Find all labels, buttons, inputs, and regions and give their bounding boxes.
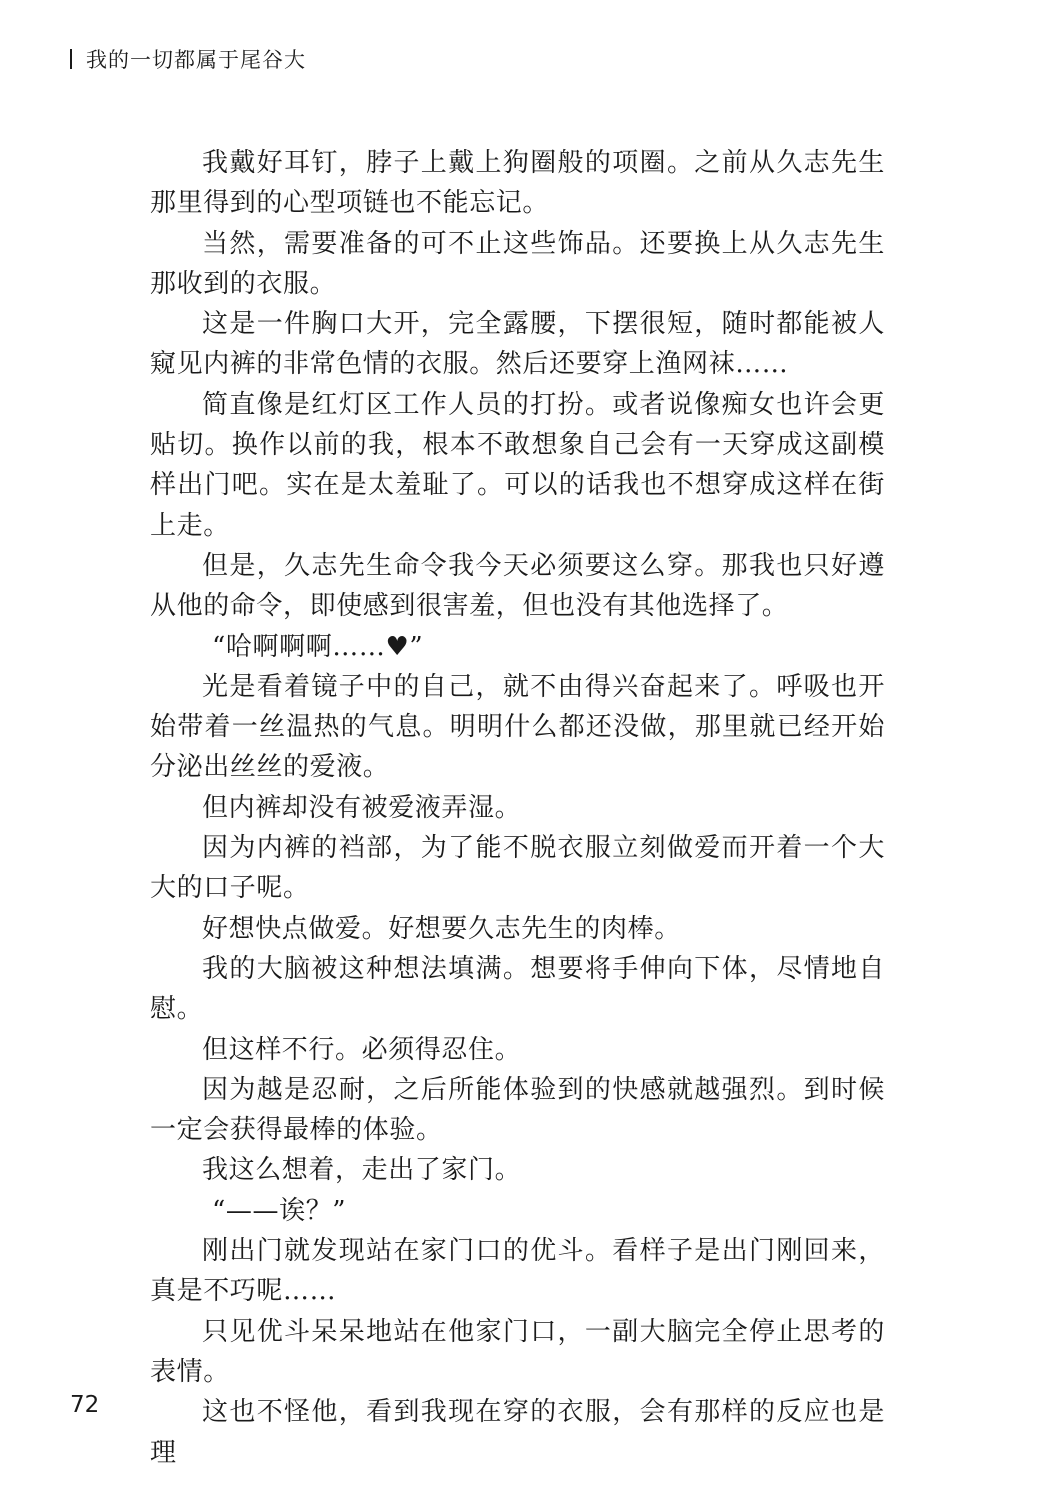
paragraph: 因为越是忍耐，之后所能体验到的快感就越强烈。到时候一定会获得最棒的体验。	[150, 1074, 885, 1146]
paragraph: 这是一件胸口大开，完全露腰，下摆很短，随时都能被人窥见内裤的非常色情的衣服。然后还要穿上渔网袜……	[150, 309, 885, 380]
paragraph: 当然，需要准备的可不止这些饰品。还要换上从久志先生那收到的衣服。	[150, 228, 885, 299]
paragraph: 因为内裤的裆部，为了能不脱衣服立刻做爱而开着一个大大的口子呢。	[150, 833, 885, 904]
dialogue-line: “——诶？”	[212, 1195, 347, 1226]
book-title: 我的一切都属于尾谷大	[86, 48, 306, 72]
paragraph: 只见优斗呆呆地站在他家门口，一副大脑完全停止思考的表情。	[150, 1316, 885, 1387]
paragraph: 但内裤却没有被爱液弄湿。	[202, 792, 522, 823]
page-number: 72	[70, 1392, 100, 1418]
paragraph: 但这样不行。必须得忍住。	[202, 1034, 522, 1065]
header-divider	[70, 49, 72, 69]
running-header	[70, 44, 306, 74]
paragraph: 好想快点做爱。好想要久志先生的肉棒。	[202, 913, 681, 944]
paragraph: 我这么想着，走出了家门。	[202, 1155, 522, 1186]
paragraph: 刚出门就发现站在家门口的优斗。看样子是出门刚回来，真是不巧呢……	[150, 1236, 885, 1307]
paragraph: 但是，久志先生命令我今天必须要这么穿。那我也只好遵从他的命令，即使感到很害羞，但也没有其他选择了。	[150, 550, 885, 622]
paragraph: 光是看着镜子中的自己，就不由得兴奋起来了。呼吸也开始带着一丝温热的气息。明明什么都还没做，那里就已经开始分泌出丝丝的爱液。	[150, 671, 885, 783]
paragraph: 我的大脑被这种想法填满。想要将手伸向下体，尽情地自慰。	[150, 953, 885, 1025]
paragraph: 这也不怪他，看到我现在穿的衣服，会有那样的反应也是理	[150, 1397, 885, 1468]
paragraph: 我戴好耳钉，脖子上戴上狗圈般的项圈。之前从久志先生那里得到的心型项链也不能忘记。	[150, 148, 885, 219]
dialogue-line: “哈啊啊啊……♥”	[212, 631, 424, 662]
paragraph: 简直像是红灯区工作人员的打扮。或者说像痴女也许会更贴切。换作以前的我，根本不敢想象自己会有一天穿成这副模样出门吧。实在是太羞耻了。可以的话我也不想穿成这样在街上走。	[150, 389, 885, 541]
body-text	[150, 143, 885, 1473]
